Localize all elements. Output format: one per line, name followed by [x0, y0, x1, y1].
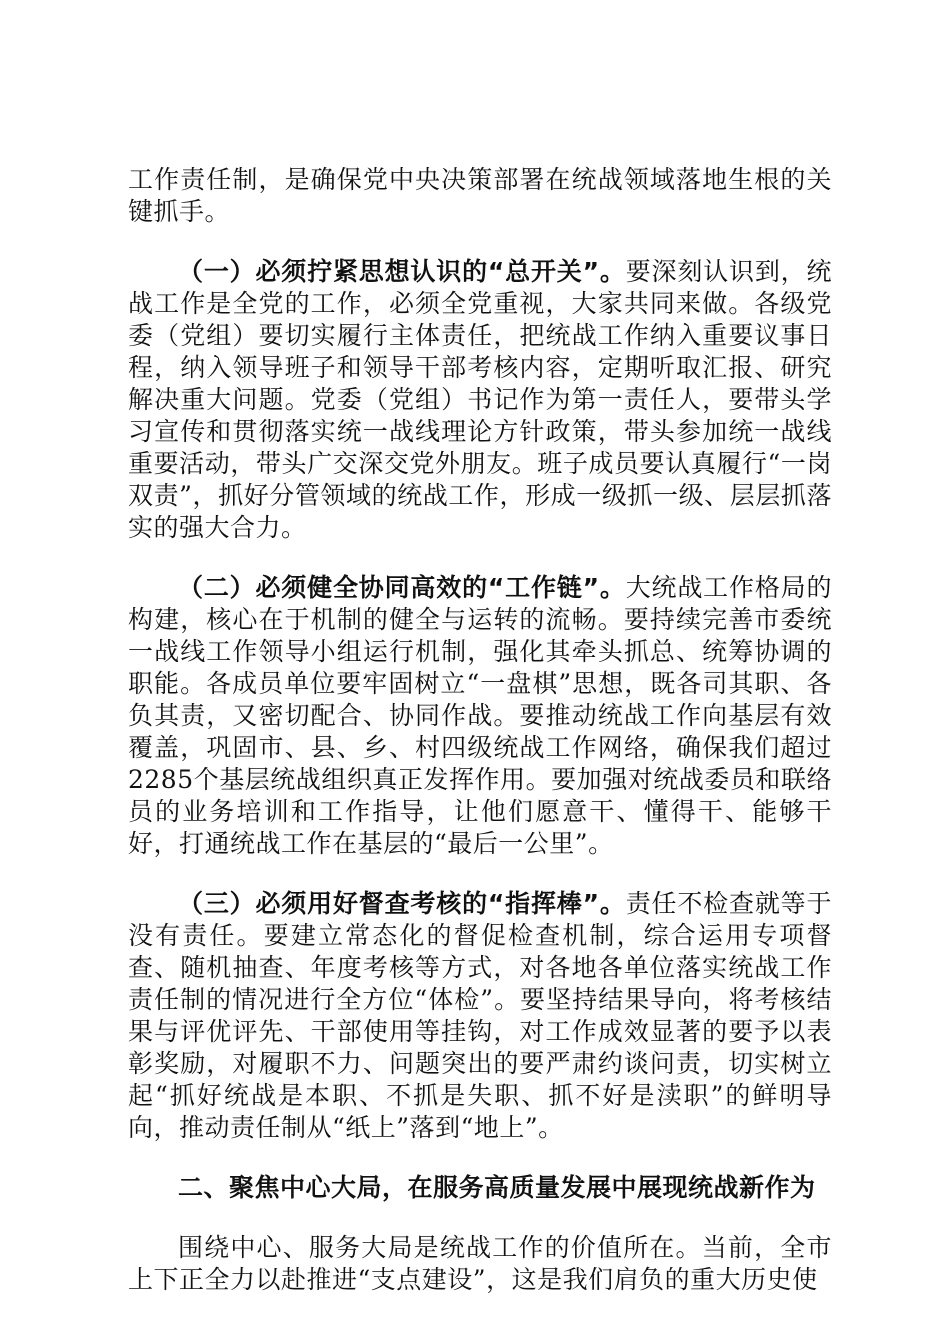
paragraph-text: 工作责任制，是确保党中央决策部署在统战领域落地生根的关键抓手。	[128, 165, 832, 226]
paragraph-section-3	[128, 888, 832, 1144]
section-3-lead: （三）必须用好督查考核的“指挥棒”。	[178, 889, 626, 918]
section-2-text: 大统战工作格局的构建，核心在于机制的健全与运转的流畅。要持续完善市委统一战线工作领导小组运行机制，强化其牵头抓总、统筹协调的职能。各成员单位要牢固树立“一盘棋”思想，既各司其职、各负其责，又密切配合、协同作战。要推动统战工作向基层有效覆盖，巩固市、县、乡、村四级统战工作网络，确保我们超过2285个基层统战组织真正发挥作用。要加强对统战委员和联络员的业务培训和工作指导，让他们愿意干、懂得干、能够干好，打通统战工作在基层的“最后一公里”。	[128, 573, 832, 858]
section-3-text: 责任不检查就等于没有责任。要建立常态化的督促检查机制，综合运用专项督查、随机抽查、年度考核等方式，对各地各单位落实统战工作责任制的情况进行全方位“体检”。要坚持结果导向，将考核结果与评优评先、干部使用等挂钩，对工作成效显著的要予以表彰奖励，对履职不力、问题突出的要严肃约谈问责，切实树立起“抓好统战是本职、不抓是失职、抓不好是渎职”的鲜明导向，推动责任制从“纸上”落到“地上”。	[128, 889, 832, 1142]
section-1-text: 要深刻认识到，统战工作是全党的工作，必须全党重视，大家共同来做。各级党委（党组）要切实履行主体责任，把统战工作纳入重要议事日程，纳入领导班子和领导干部考核内容，定期听取汇报、研究解决重大问题。党委（党组）书记作为第一责任人，要带头学习宣传和贯彻落实统一战线理论方针政策，带头参加统一战线重要活动，带头广交深交党外朋友。班子成员要认真履行“一岗双责”，抓好分管领域的统战工作，形成一级抓一级、层层抓落实的强大合力。	[128, 257, 832, 542]
paragraph-intro	[128, 164, 832, 228]
document-body	[128, 164, 832, 1324]
paragraph-closing: 围绕中心、服务大局是统战工作的价值所在。当前，全市上下正全力以赴推进“支点建设”，这是我们肩负的重大历史使	[128, 1233, 832, 1294]
section-heading: 二、聚焦中心大局，在服务高质量发展中展现统战新作为	[178, 1173, 816, 1202]
paragraph-section-2	[128, 572, 832, 860]
paragraph-section-1	[128, 256, 832, 544]
section-2-lead: （二）必须健全协同高效的“工作链”。	[178, 573, 626, 602]
section-1-lead: （一）必须拧紧思想认识的“总开关”。	[178, 257, 626, 286]
